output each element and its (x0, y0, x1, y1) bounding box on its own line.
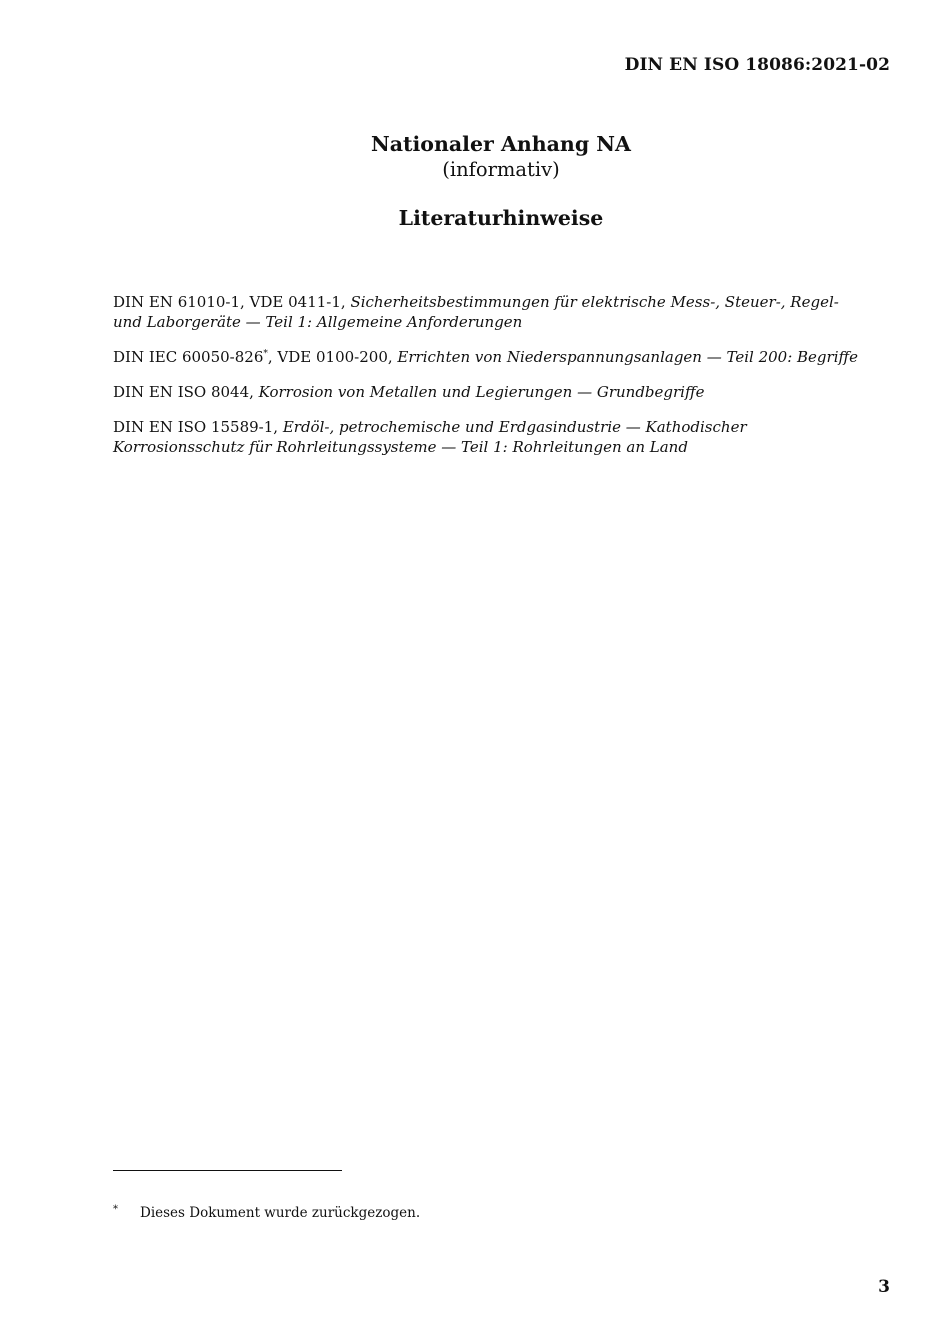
reference-title: Korrosion von Metallen und Legierungen — Grundbegriffe (258, 383, 705, 401)
reference-list (113, 292, 858, 472)
annex-heading (0, 130, 950, 232)
section-title: Literaturhinweise (398, 206, 604, 230)
footnote-text: Dieses Dokument wurde zurückgezogen. (140, 1205, 421, 1221)
reference-designation: DIN EN 61010-1, VDE 0411-1, (113, 293, 351, 311)
reference-designation: DIN EN ISO 15589-1, (113, 418, 283, 436)
reference-item (113, 382, 858, 402)
reference-designation: DIN IEC 60050-826 (113, 348, 264, 366)
document-id: DIN EN ISO 18086:2021-02 (624, 55, 890, 75)
reference-item (113, 417, 858, 457)
reference-item (113, 292, 858, 332)
reference-title: Erdöl-, petrochemische und Erdgasindustrie — Kathodischer Korrosionsschutz für Rohrleitungssysteme — Teil 1: Rohrleitungen an Land (113, 418, 747, 456)
annex-subtitle: (informativ) (442, 158, 560, 181)
footnote-divider (113, 1170, 342, 1171)
annex-title: Nationaler Anhang NA (371, 132, 631, 156)
footnote-marker: * (113, 1204, 118, 1215)
reference-designation-suffix: , VDE 0100-200, (267, 348, 398, 366)
footnote (113, 1201, 420, 1222)
reference-title: Sicherheitsbestimmungen für elektrische Mess-, Steuer-, Regel- und Laborgeräte — Teil 1: Allgemeine Anforderungen (113, 293, 839, 331)
footnote-marker: * (263, 349, 268, 359)
reference-title: Errichten von Niederspannungsanlagen — Teil 200: Begriffe (397, 348, 858, 366)
reference-item (113, 347, 858, 367)
reference-designation: DIN EN ISO 8044, (113, 383, 259, 401)
page-number: 3 (878, 1277, 890, 1297)
